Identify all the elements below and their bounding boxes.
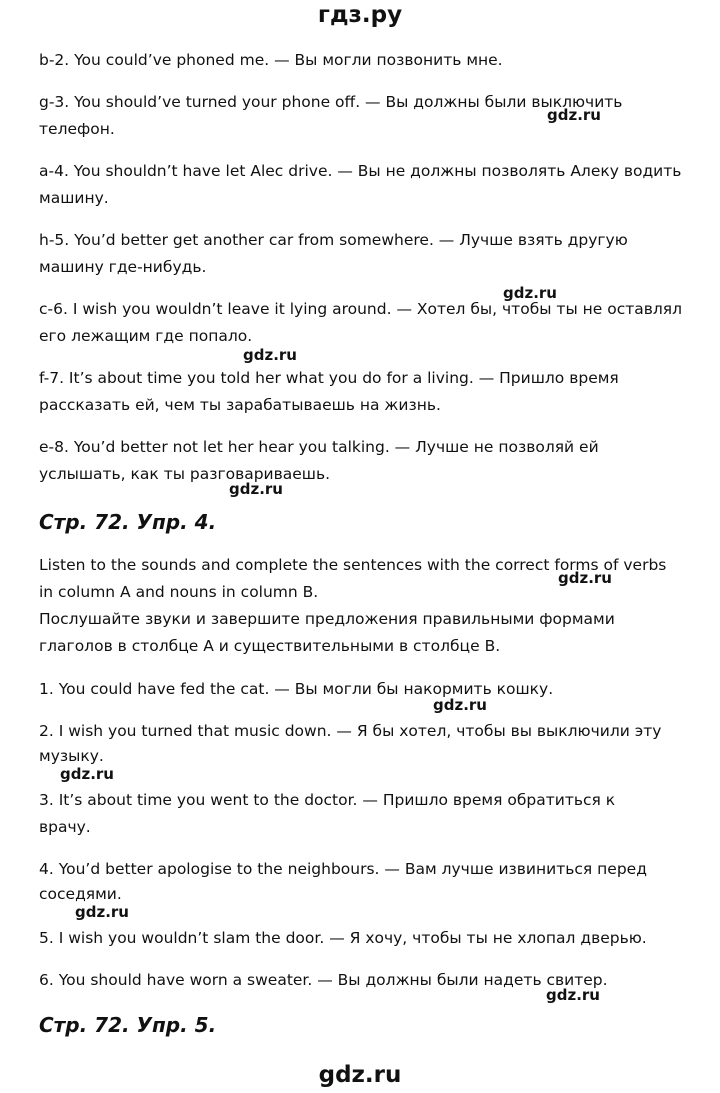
answer-h5-line1: h-5. You’d better get another car from somewhere. — Лучше взять другую	[39, 231, 628, 249]
answer-2-line1: 2. I wish you turned that music down. — Я бы хотел, чтобы вы выключили эту	[39, 722, 662, 740]
instruction-en-line1: Listen to the sounds and complete the sentences with the correct forms of verbs	[39, 556, 667, 574]
answer-5: 5. I wish you wouldn’t slam the door. — Я хочу, чтобы ты не хлопал дверью.	[39, 929, 647, 947]
watermark: gdz.ru	[243, 346, 297, 364]
site-footer: gdz.ru	[318, 1062, 402, 1088]
site-header: гдз.ру	[317, 2, 403, 28]
watermark: gdz.ru	[546, 986, 600, 1004]
answer-g3-line1: g-3. You should’ve turned your phone off. — Вы должны были выключить	[39, 93, 623, 111]
section-heading-ex4: Стр. 72. Упр. 4.	[39, 510, 217, 534]
instruction-ru-line1: Послушайте звуки и завершите предложения правильными формами	[39, 610, 615, 628]
answer-2-line2: музыку.	[39, 747, 104, 765]
watermark: gdz.ru	[547, 106, 601, 124]
answer-6: 6. You should have worn a sweater. — Вы должны были надеть свитер.	[39, 971, 608, 989]
watermark: gdz.ru	[75, 903, 129, 921]
answer-c6-line1: c-6. I wish you wouldn’t leave it lying around. — Хотел бы, чтобы ты не оставлял	[39, 300, 683, 318]
answer-h5-line2: машину где-нибудь.	[39, 258, 207, 276]
answer-f7-line2: рассказать ей, чем ты зарабатываешь на жизнь.	[39, 396, 441, 414]
answer-3-line2: врачу.	[39, 818, 91, 836]
answer-3-line1: 3. It’s about time you went to the doctor. — Пришло время обратиться к	[39, 791, 616, 809]
instruction-ru-line2: глаголов в столбце A и существительными в столбце B.	[39, 637, 501, 655]
answer-f7-line1: f-7. It’s about time you told her what you do for a living. — Пришло время	[39, 369, 619, 387]
watermark: gdz.ru	[503, 284, 557, 302]
answer-1: 1. You could have fed the cat. — Вы могли бы накормить кошку.	[39, 680, 554, 698]
watermark: gdz.ru	[229, 480, 283, 498]
answer-e8-line1: e-8. You’d better not let her hear you talking. — Лучше не позволяй ей	[39, 438, 599, 456]
answer-a4-line1: a-4. You shouldn’t have let Alec drive. — Вы не должны позволять Алеку водить	[39, 162, 682, 180]
watermark: gdz.ru	[60, 765, 114, 783]
answer-e8-line2: услышать, как ты разговариваешь.	[39, 465, 331, 483]
answer-b2: b-2. You could’ve phoned me. — Вы могли позвонить мне.	[39, 51, 503, 69]
answer-4-line1: 4. You’d better apologise to the neighbours. — Вам лучше извиниться перед	[39, 860, 647, 878]
watermark: gdz.ru	[558, 569, 612, 587]
section-heading-ex5: Стр. 72. Упр. 5.	[39, 1013, 217, 1037]
instruction-en-line2: in column A and nouns in column B.	[39, 583, 319, 601]
answer-g3-line2: телефон.	[39, 120, 115, 138]
answer-a4-line2: машину.	[39, 189, 109, 207]
watermark: gdz.ru	[433, 696, 487, 714]
answer-c6-line2: его лежащим где попало.	[39, 327, 253, 345]
answer-4-line2: соседями.	[39, 885, 122, 903]
